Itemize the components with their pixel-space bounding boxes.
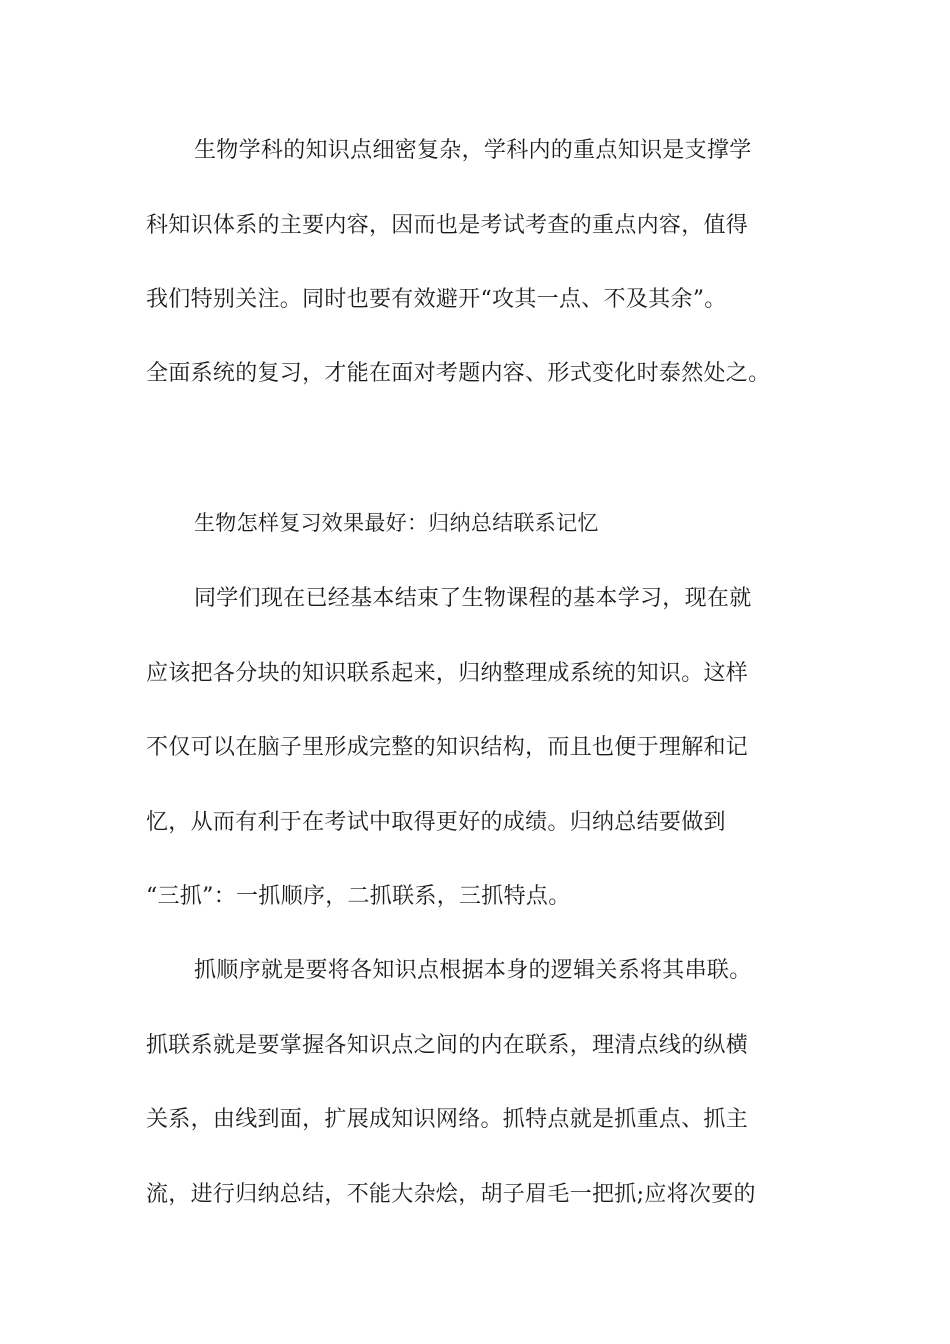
- paragraph-2-line-3: 不仅可以在脑子里形成完整的知识结构，而且也便于理解和记: [146, 735, 749, 760]
- paragraph-1-line-2: 科知识体系的主要内容，因而也是考试考查的重点内容，值得: [146, 213, 749, 238]
- paragraph-3-line-4: 流，进行归纳总结，不能大杂烩，胡子眉毛一把抓;应将次要的: [146, 1182, 756, 1207]
- paragraph-3-line-2: 抓联系就是要掌握各知识点之间的内在联系，理清点线的纵横: [146, 1033, 749, 1058]
- paragraph-3-line-1: 抓顺序就是要将各知识点根据本身的逻辑关系将其串联。: [194, 958, 752, 983]
- paragraph-1-line-1: 生物学科的知识点细密复杂，学科内的重点知识是支撑学: [194, 138, 752, 163]
- section-heading: 生物怎样复习效果最好：归纳总结联系记忆: [194, 511, 599, 535]
- paragraph-2-line-4: 忆，从而有利于在考试中取得更好的成绩。归纳总结要做到: [146, 810, 726, 835]
- paragraph-3-line-3: 关系，由线到面，扩展成知识网络。抓特点就是抓重点、抓主: [146, 1107, 749, 1132]
- paragraph-1-line-3: 我们特别关注。同时也要有效避开“攻其一点、不及其余”。: [146, 287, 727, 312]
- paragraph-1-line-4: 全面系统的复习，才能在面对考题内容、形式变化时泰然处之。: [146, 361, 771, 386]
- paragraph-2-line-2: 应该把各分块的知识联系起来，归纳整理成系统的知识。这样: [146, 661, 749, 686]
- paragraph-2-line-5: “三抓”：一抓顺序，二抓联系，三抓特点。: [146, 884, 571, 909]
- paragraph-2-line-1: 同学们现在已经基本结束了生物课程的基本学习，现在就: [194, 586, 752, 611]
